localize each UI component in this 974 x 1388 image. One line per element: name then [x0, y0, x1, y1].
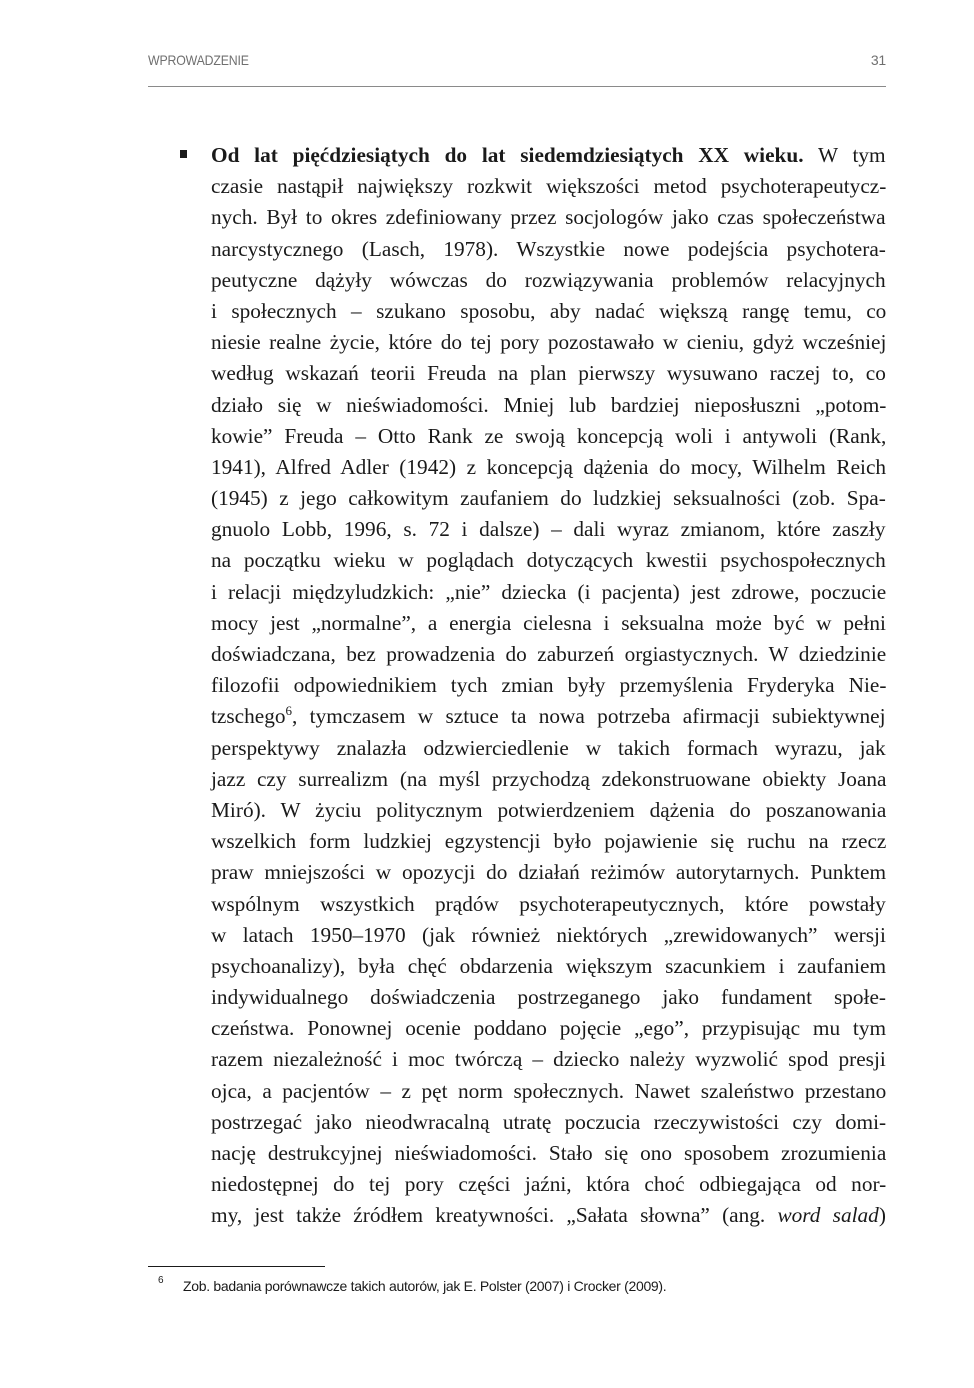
footnote-reference[interactable]: 6 [285, 703, 293, 719]
header-rule [148, 86, 886, 87]
text-line: nację destrukcyjnej nieświadomości. Stało się ono sposobem zrozumienia [211, 1141, 887, 1165]
text-line [211, 140, 886, 171]
text-line: perspektywy znalazła odzwierciedlenie w takich formach wyrazu, jak [211, 735, 886, 760]
text-line: psychoanalizy), była chęć obdarzenia większym szacunkiem i zaufaniem [211, 953, 887, 978]
footnote-mark: 6 [158, 1275, 164, 1286]
text-line: Miró). W życiu politycznym potwierdzeniem dążenia do poszanowania [211, 797, 887, 822]
running-header [148, 52, 886, 74]
text-line: czeństwa. Ponownej ocenie poddano pojęcie „ego”, przypisując mu tym [211, 1016, 887, 1041]
text-line: działo się w nieświadomości. Mniej lub bardziej nieposłuszni „potom- [211, 392, 887, 417]
text-line: indywidualnego doświadczenia postrzeganego jako fundament społe- [211, 985, 886, 1010]
text-line: nych. Był to okres zdefiniowany przez socjologów jako czas społeczeństwa [211, 205, 886, 230]
footnote-text: Zob. badania porównawcze takich autorów, jak E. Polster (2007) i Crocker (2009). [183, 1278, 667, 1294]
text-line: (1945) z jego całkowitym zaufaniem do ludzkiej seksualności (zob. Spa- [211, 486, 886, 511]
text-line: filozofii odpowiednikiem tych zmian były przemyślenia Fryderyka Nie- [211, 673, 887, 698]
text-line: gnuolo Lobb, 1996, s. 72 i dalsze) – dali wyraz zmianom, które zaszły [211, 517, 886, 542]
text-line: peutyczne dążyły wówczas do rozwiązywania problemów relacyjnych [211, 267, 886, 292]
page-number: 31 [870, 52, 886, 68]
text-line: niesie realne życie, które do tej pory pozostawało w cieniu, gdyż wcześniej [211, 330, 887, 355]
text-line: wspólnym wszystkich prądów psychoterapeutycznych, które powstały [211, 891, 886, 916]
text-line: mocy jest „normalne”, a energia cielesna i seksualna może być w pełni [211, 610, 886, 635]
text-line: niedostępnej do tej pory części jaźni, która choć odbiegająca od nor- [211, 1172, 887, 1197]
line-start: tzschego [211, 704, 286, 729]
text-line: ojca, a pacjentów – z pęt norm społecznych. Nawet szaleństwo przestano [211, 1078, 887, 1103]
square-bullet-icon [180, 150, 187, 158]
line-end: ) [878, 1203, 886, 1228]
text-line: kowie” Freuda – Otto Rank ze swoją koncepcją woli i antywoli (Rank, [211, 423, 887, 448]
text-line: w latach 1950–1970 (jak również niektórych „zrewidowanych” wersji [211, 922, 886, 947]
footnote-rule [148, 1266, 325, 1267]
body-paragraph [211, 140, 886, 1232]
italic-term: word salad [777, 1203, 879, 1228]
text-line: na początku wieku w poglądach dotyczących kwestii psychospołecznych [211, 548, 886, 573]
lead-heading: Od lat pięćdziesiątych do lat siedemdziesiątych XX wieku. [211, 143, 804, 167]
text-line: postrzegać jako nieodwracalną utratę poczucia rzeczywistości czy domi- [211, 1109, 887, 1134]
text-line: jazz czy surrealizm (na myśl przychodzą zdekonstruowane obiekty Joana [211, 766, 887, 791]
text-line: czasie nastąpił największy rozkwit większości metod psychoterapeutycz- [211, 174, 887, 199]
text-line: 1941), Alfred Adler (1942) z koncepcją dążenia do mocy, Wilhelm Reich [211, 454, 887, 479]
text-line [211, 1200, 886, 1231]
text-line: według wskazań teorii Freuda na plan pierwszy wysuwano raczej to, co [211, 361, 886, 386]
lead-rest: W tym [803, 143, 886, 167]
line-start: my, jest także źródłem kreatywności. „Sałata słowna” (ang. [211, 1203, 778, 1228]
text-line: wszelkich form ludzkiej egzystencji było pojawienie się ruchu na rzecz [211, 829, 887, 854]
text-line: narcystycznego (Lasch, 1978). Wszystkie nowe podejścia psychotera- [211, 236, 886, 261]
text-line: i społecznych – szukano sposobu, aby nadać większą rangę temu, co [211, 298, 887, 323]
text-line [211, 701, 886, 732]
section-title: WPROWADZENIE [148, 52, 249, 68]
text-line: i relacji międzyludzkich: „nie” dziecka (i pacjenta) jest zdrowe, poczucie [211, 579, 887, 604]
line-end: , tymczasem w sztuce ta nowa potrzeba afirmacji subiektywnej [292, 704, 886, 729]
text-line: razem niezależność i moc twórczą – dziecko należy wyzwolić spod presji [211, 1047, 886, 1072]
text-line: doświadczana, bez prowadzenia do zaburzeń orgiastycznych. W dziedzinie [211, 642, 887, 666]
text-line: praw mniejszości w opozycji do działań reżimów autorytarnych. Punktem [211, 860, 887, 885]
